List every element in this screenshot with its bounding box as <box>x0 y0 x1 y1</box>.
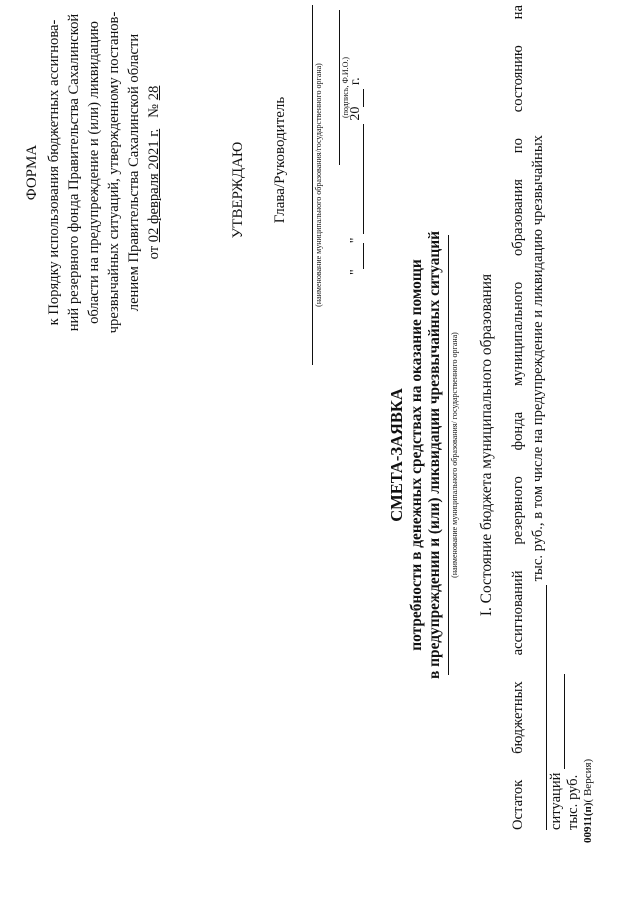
paragraph-row-3 <box>548 650 582 830</box>
amount-blank-1 <box>532 585 547 830</box>
form-header-line-2: ний резервного фонда Правительства Сахалинской <box>66 13 82 332</box>
date-value: 02 февраля 2021 г. <box>146 128 162 243</box>
approval-role: Глава/Руководитель <box>272 96 288 224</box>
month-blank <box>349 124 364 234</box>
word: бюджетных <box>510 681 526 754</box>
sign-caption: (подпись, Ф.И.О.) <box>339 10 350 165</box>
form-header-line-5: лением Правительства Сахалинской области <box>126 33 142 312</box>
document-title: СМЕТА-ЗАЯВКА <box>387 388 406 522</box>
form-header <box>22 5 164 340</box>
org-caption: (наименование муниципального образования/государственного органа) <box>312 5 323 365</box>
word: ассигнований <box>510 570 526 656</box>
word: муниципального <box>510 281 526 387</box>
paragraph-row-1 <box>510 5 527 830</box>
form-header-line-1: к Порядку использования бюджетных ассигнова- <box>46 19 62 326</box>
form-header-line-4: чрезвычайных ситуаций, утвержденному постанов- <box>106 11 122 334</box>
section-1-heading: I. Состояние бюджета муниципального образования <box>478 273 495 617</box>
word: фонда <box>510 411 526 451</box>
form-title: ФОРМА <box>24 144 40 201</box>
number-sign: № <box>146 103 162 118</box>
document-subtitle-2: в предупреждении и (или) ликвидации чрезвычайных ситуаций <box>426 231 443 679</box>
approval-title: УТВЕРЖДАЮ <box>230 141 246 239</box>
year-blank <box>349 89 364 107</box>
approval-date-line <box>348 10 364 275</box>
word: резервного <box>510 476 526 545</box>
form-header-line-3: области на предупреждение и (или) ликвидацию <box>86 21 102 324</box>
document-subtitle-1: потребности в денежных средствах на оказание помощи <box>408 259 425 651</box>
form-header-date-line <box>144 5 164 340</box>
document-title-block <box>388 165 444 745</box>
paragraph-row-3-end: тыс. руб. <box>565 774 581 830</box>
footer-version-label: ( Версия) <box>582 758 594 803</box>
footer-code: 00911(п) <box>582 802 594 843</box>
quote-open: " <box>348 269 363 275</box>
amount-blank-2 <box>550 674 565 769</box>
paragraph-row-2-text: тыс. руб., в том числе на предупреждение и ликвидацию чрезвычайных <box>530 135 546 582</box>
word: состоянию <box>510 45 526 113</box>
footer-version <box>582 643 594 843</box>
paragraph-row-3-start: ситуаций <box>548 772 564 830</box>
date-prefix: от <box>146 245 162 260</box>
quote-close: " <box>348 237 363 244</box>
day-blank <box>349 243 364 269</box>
word: по <box>510 138 526 154</box>
word: образования <box>510 179 526 257</box>
number-value: 28 <box>146 85 162 101</box>
paragraph-row-2 <box>530 5 547 830</box>
word: Остаток <box>510 779 526 830</box>
year-suffix: г. <box>348 77 363 86</box>
muni-caption: (наименование муниципального образования/ государственного органа) <box>448 235 459 675</box>
year-prefix: 20 <box>348 106 363 121</box>
word: на <box>510 5 526 20</box>
